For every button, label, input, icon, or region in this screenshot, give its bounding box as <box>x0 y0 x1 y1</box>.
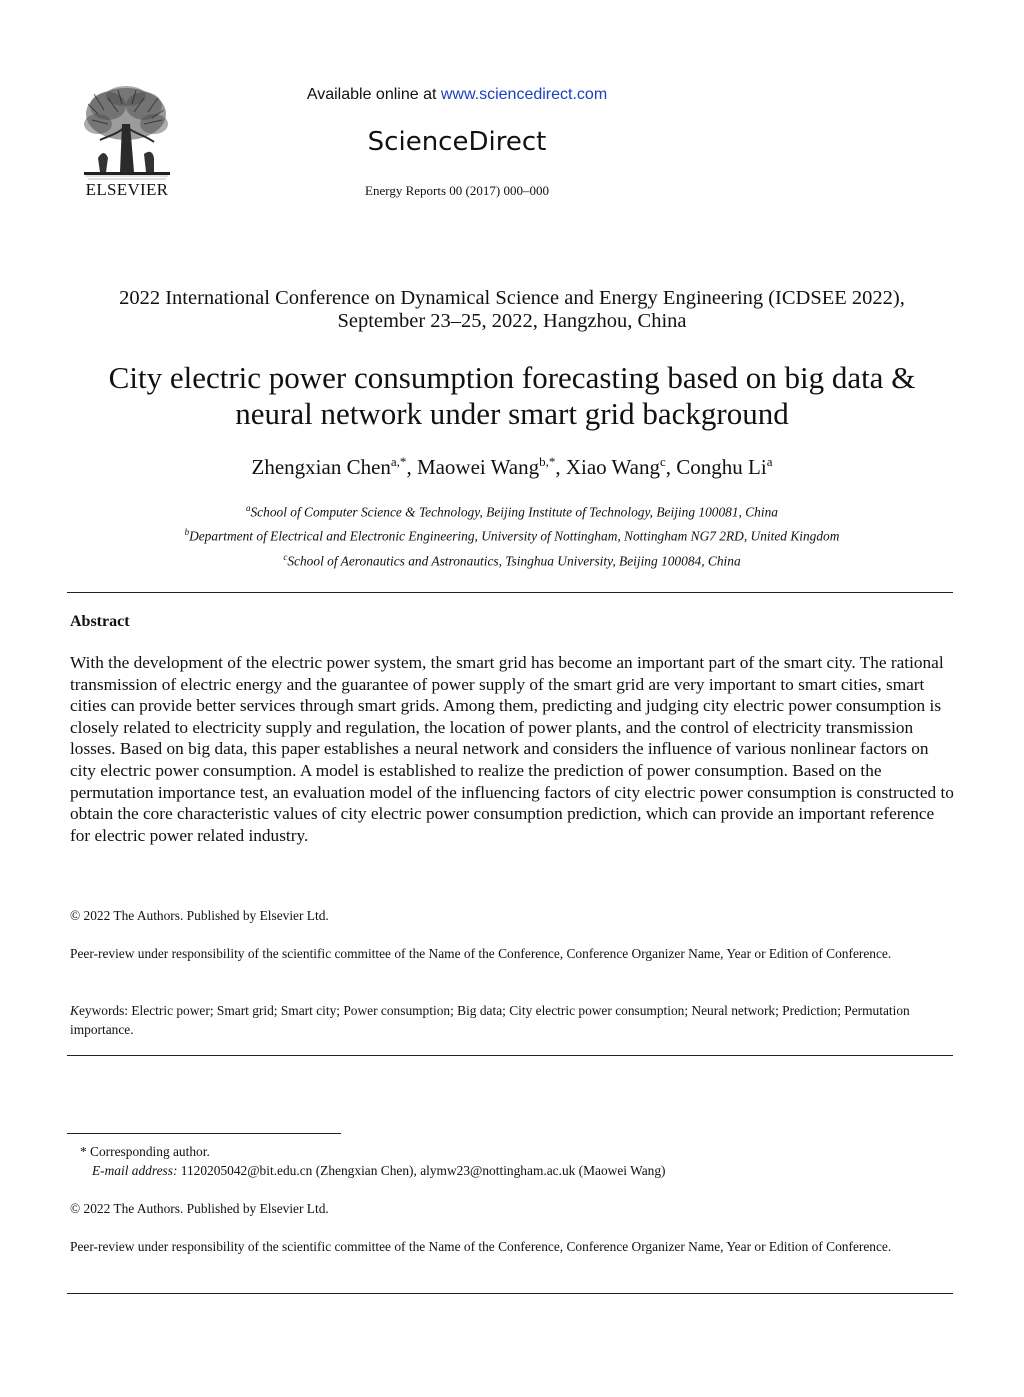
divider-top <box>67 592 953 593</box>
footer-copyright: © 2022 The Authors. Published by Elsevier Ltd. <box>70 1201 329 1216</box>
conference-info <box>70 287 954 333</box>
footnote-rule <box>67 1133 341 1134</box>
title-line-1: City electric power consumption forecasting based on big data & <box>108 360 916 395</box>
author-separator: , <box>665 455 677 479</box>
journal-citation: Energy Reports 00 (2017) 000–000 <box>365 183 549 198</box>
sciencedirect-link[interactable]: www.sciencedirect.com <box>440 86 608 103</box>
affiliation-list <box>0 498 1024 571</box>
author-name: Conghu Li <box>676 455 767 479</box>
affiliation-item <box>0 522 1024 546</box>
keywords-label: eywords: <box>78 1003 129 1018</box>
affiliation-text: School of Aeronautics and Astronautics, Tsinghua University, Beijing 100084, China <box>287 553 741 569</box>
affiliation-mark: b <box>184 527 190 538</box>
paper-title <box>60 360 964 432</box>
affiliation-text: Department of Electrical and Electronic Engineering, University of Nottingham, Nottingham NG7 2RD, United Kingdom <box>189 528 840 544</box>
author-separator: , <box>406 455 417 479</box>
affiliation-item <box>0 547 1024 571</box>
author-name: Zhengxian Chen <box>251 455 391 479</box>
title-line-2: neural network under smart grid background <box>235 396 789 431</box>
email-label: E-mail address: <box>92 1163 178 1178</box>
author-separator: , <box>555 455 566 479</box>
author-list <box>0 454 1024 480</box>
author-name: Maowei Wang <box>416 455 540 479</box>
keywords <box>70 1001 954 1039</box>
availability-prefix: Available online at <box>306 86 441 103</box>
sciencedirect-brand: ScienceDirect <box>367 127 547 157</box>
conference-line-1: 2022 International Conference on Dynamical Science and Energy Engineering (ICDSEE 2022), <box>119 287 905 309</box>
affiliation-text: School of Computer Science & Technology, Beijing Institute of Technology, Beijing 100081, China <box>250 504 778 520</box>
footnote <box>70 1142 666 1180</box>
corresponding-author-note: * Corresponding author. <box>80 1144 210 1159</box>
availability-line <box>0 86 1024 104</box>
footer-peer-review: Peer-review under responsibility of the scientific committee of the Name of the Conference, Conference Organizer Name, Year or Edition of Conference. <box>70 1239 892 1254</box>
keywords-list: Electric power; Smart grid; Smart city; Power consumption; Big data; City electric power consumption; Neural network; Prediction; Permutation importance. <box>70 1003 910 1037</box>
peer-review-notice: Peer-review under responsibility of the scientific committee of the Name of the Conference, Conference Organizer Name, Year or Edition of Conference. <box>70 946 892 961</box>
author-affiliation-mark: b,* <box>539 454 556 469</box>
divider-bottom <box>67 1293 953 1294</box>
email-line <box>70 1161 666 1180</box>
copyright-notice: © 2022 The Authors. Published by Elsevier Ltd. <box>70 908 329 923</box>
divider-middle <box>67 1055 953 1056</box>
email-addresses: 1120205042@bit.edu.cn (Zhengxian Chen), alymw23@nottingham.ac.uk (Maowei Wang) <box>177 1163 666 1178</box>
abstract-heading: Abstract <box>70 613 130 630</box>
elsevier-wordmark: ELSEVIER <box>85 180 169 199</box>
affiliation-mark: a <box>245 503 251 513</box>
author-affiliation-mark: a,* <box>390 454 407 469</box>
conference-line-2: September 23–25, 2022, Hangzhou, China <box>337 310 687 332</box>
author-name: Xiao Wang <box>565 455 660 479</box>
abstract-body: With the development of the electric power system, the smart grid has become an important part of the smart city. The rational transmission of electric energy and the guarantee of power supply of the smart grid are very important to smart cities, smart cities can provide better services through smart grids. Among them, predicting and judging city electric power consumption is closely related to electricity supply and regulation, the location of power plants, and the control of electricity transmission losses. Based on big data, this paper establishes a neural network and considers the influence of various nonlinear factors on city electric power consumption. A model is established to realize the prediction of power consumption. Based on the permutation importance test, an evaluation model of the influencing factors of city electric power consumption is constructed to obtain the core characteristic values of city electric power consumption prediction, which can provide an important reference for electric power related industry. <box>70 653 954 845</box>
author-affiliation-mark: c <box>660 454 666 469</box>
affiliation-item <box>0 498 1024 522</box>
author-affiliation-mark: a <box>766 454 773 469</box>
keywords-label-initial: K <box>70 1003 79 1018</box>
affiliation-mark: c <box>283 551 288 562</box>
